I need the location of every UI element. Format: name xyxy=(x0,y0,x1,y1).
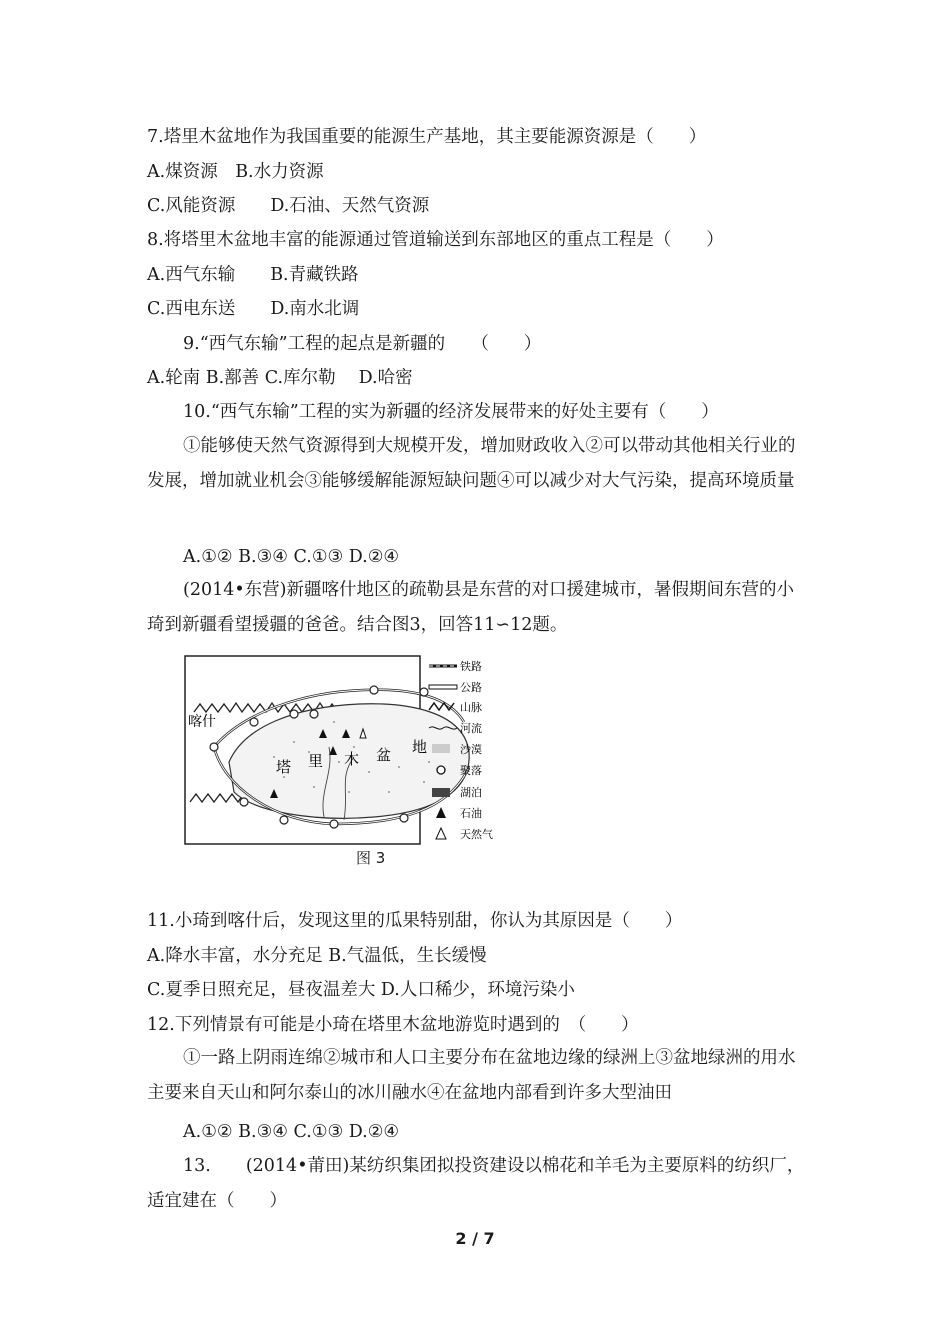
question-11: 11.小琦到喀什后，发现这里的瓜果特别甜，你认为其原因是（ ） xyxy=(147,911,683,931)
question-9-options: A.轮南 B.鄯善 C.库尔勒 D.哈密 xyxy=(147,368,413,388)
legend-settlement: 聚落 xyxy=(460,764,482,777)
question-12-body: ①一路上阴雨连绵②城市和人口主要分布在盆地边缘的绿洲上③盆地绿洲的用水主要来自天山和阿尔泰山的冰川融水④在盆地内部看到许多大型油田 xyxy=(147,1048,796,1103)
legend-lake: 湖泊 xyxy=(460,786,482,799)
question-12: 12.下列情景有可能是小琦在塔里木盆地游览时遇到的 （ ） xyxy=(147,1015,639,1035)
map-label-di: 地 xyxy=(412,738,428,756)
question-11-options-cd: C.夏季日照充足，昼夜温差大 D.人口稀少，环境污染小 xyxy=(147,980,575,1000)
question-8-options-cd: C.西电东送 D.南水北调 xyxy=(147,299,360,319)
map-label-ta: 塔 xyxy=(276,758,292,776)
question-7-options-cd: C.风能资源 D.石油、天然气资源 xyxy=(147,196,430,216)
tarim-basin-map xyxy=(184,652,560,848)
legend-oil: 石油 xyxy=(460,807,482,820)
map-label-kashi: 喀什 xyxy=(188,714,216,730)
legend-railway: 铁路 xyxy=(460,660,482,673)
legend-gas: 天然气 xyxy=(460,828,493,841)
question-8-options-ab: A.西气东输 B.青藏铁路 xyxy=(147,265,359,285)
question-10-body: ①能够使天然气资源得到大规模开发，增加财政收入②可以带动其他相关行业的发展，增加就业机会③能够缓解能源短缺问题④可以减少对大气污染，提高环境质量 xyxy=(147,436,796,491)
question-11-options-ab: A.降水丰富，水分充足 B.气温低，生长缓慢 xyxy=(147,946,487,966)
legend-mountain: 山脉 xyxy=(460,701,482,714)
question-7-options-ab: A.煤资源 B.水力资源 xyxy=(147,162,324,182)
question-12-options: A.①② B.③④ C.①③ D.②④ xyxy=(183,1122,400,1142)
legend-road: 公路 xyxy=(460,681,482,694)
question-9: 9.“西气东输”工程的起点是新疆的 （ ） xyxy=(183,334,542,354)
page-number: 2 / 7 xyxy=(455,1229,495,1248)
map-label-li: 里 xyxy=(308,752,324,770)
question-10-options: A.①② B.③④ C.①③ D.②④ xyxy=(183,547,400,567)
figure-caption: 图 3 xyxy=(356,849,386,867)
map-label-mu: 木 xyxy=(344,750,360,768)
intro-paragraph: (2014•东营)新疆喀什地区的疏勒县是东营的对口援建城市，暑假期间东营的小琦到新疆看望援疆的爸爸。结合图3，回答11∽12题。 xyxy=(147,580,795,635)
legend-desert: 沙漠 xyxy=(460,743,482,756)
question-13: 13. (2014•莆田)某纺织集团拟投资建设以棉花和羊毛为主要原料的纺织厂，适宜建在（ ） xyxy=(147,1156,805,1211)
question-7: 7.塔里木盆地作为我国重要的能源生产基地，其主要能源资源是（ ） xyxy=(147,127,707,147)
legend-river: 河流 xyxy=(460,722,482,735)
question-8: 8.将塔里木盆地丰富的能源通过管道输送到东部地区的重点工程是（ ） xyxy=(147,230,724,250)
map-label-pen: 盆 xyxy=(376,746,392,764)
question-10: 10.“西气东输”工程的实为新疆的经济发展带来的好处主要有（ ） xyxy=(183,402,719,422)
